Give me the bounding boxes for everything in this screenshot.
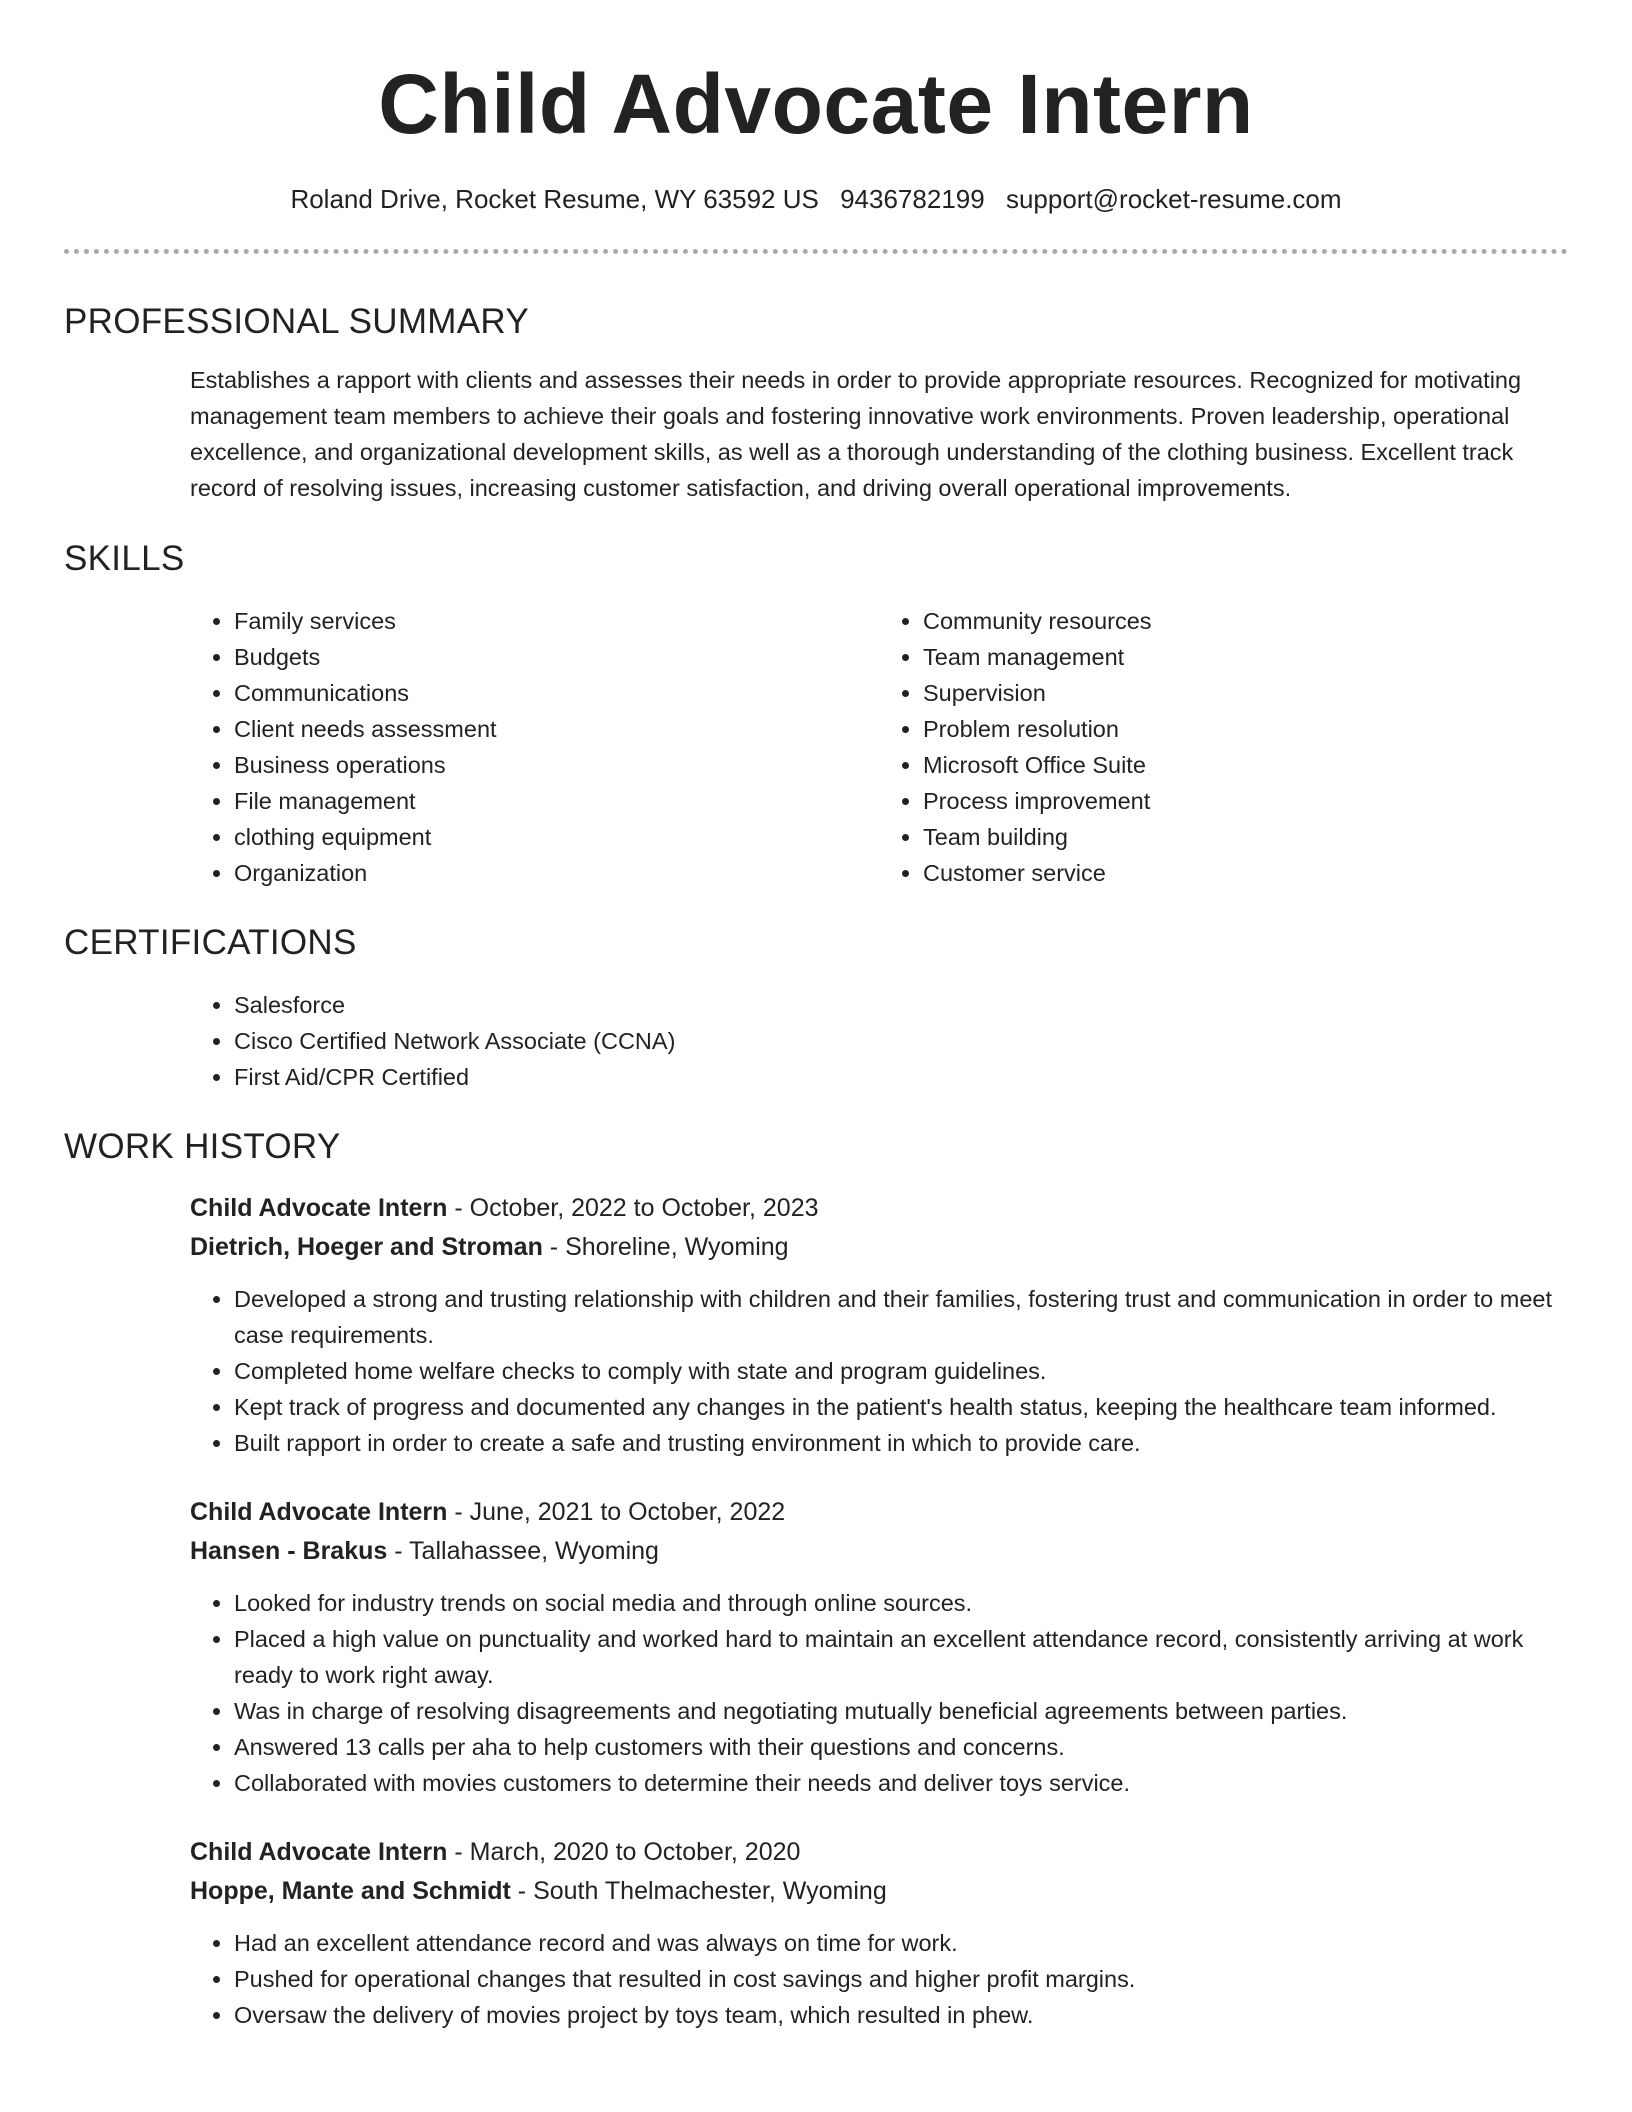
job-company: Dietrich, Hoeger and Stroman [190, 1233, 543, 1261]
job-bullet: • Placed a high value on punctuality and worked hard to maintain an excellent attendance record, consistently arriving at work ready to work right away. [234, 1621, 1568, 1693]
skill-item: • Business operations [234, 747, 879, 783]
contact-address: Roland Drive, Rocket Resume, WY 63592 US [290, 184, 819, 214]
skills-right-column [879, 603, 1568, 891]
resume-name: Child Advocate Intern [378, 57, 1254, 151]
job-bullet: • Collaborated with movies customers to determine their needs and deliver toys service. [234, 1765, 1568, 1801]
skill-item: • Customer service [923, 855, 1568, 891]
skills-list [190, 603, 1568, 891]
job-company-line [190, 1228, 1568, 1267]
skill-item: • Budgets [234, 639, 879, 675]
certification-item: • Salesforce [234, 987, 1568, 1023]
job-title-line [190, 1189, 1568, 1228]
job-bullet: • Was in charge of resolving disagreements and negotiating mutually beneficial agreements between parties. [234, 1693, 1568, 1729]
skill-item: • Microsoft Office Suite [923, 747, 1568, 783]
skills-heading: SKILLS [64, 539, 185, 578]
job-bullet: • Kept track of progress and documented any changes in the patient's health status, keeping the healthcare team informed. [234, 1389, 1568, 1425]
job-bullet: • Oversaw the delivery of movies project by toys team, which resulted in phew. [234, 1997, 1568, 2033]
skill-item: • Communications [234, 675, 879, 711]
header-divider [64, 249, 1568, 254]
job-company-line [190, 1532, 1568, 1571]
skill-item: • Problem resolution [923, 711, 1568, 747]
summary-text: Establishes a rapport with clients and assesses their needs in order to provide appropriate resources. Recognized for motivating management team members to achieve their goals and fostering innovative work environments. Proven leadership, operational excellence, and organizational development skills, as well as a thorough understanding of the clothing business. Excellent track record of resolving issues, increasing customer satisfaction, and driving overall operational improvements. [190, 367, 1522, 501]
contact-phone: 9436782199 [840, 184, 985, 214]
job-dates: - October, 2022 to October, 2023 [447, 1194, 819, 1222]
skill-item: • Community resources [923, 603, 1568, 639]
job-dates: - June, 2021 to October, 2022 [447, 1498, 786, 1526]
skills-left-column [190, 603, 879, 891]
job-company: Hansen - Brakus [190, 1537, 388, 1565]
job-company-line [190, 1872, 1568, 1911]
skill-item: • Family services [234, 603, 879, 639]
certification-item: • Cisco Certified Network Associate (CCNA) [234, 1023, 1568, 1059]
job-entry [190, 1833, 1568, 2033]
skill-item: • clothing equipment [234, 819, 879, 855]
skill-item: • Team building [923, 819, 1568, 855]
work-history-heading: WORK HISTORY [64, 1127, 341, 1166]
job-bullet: • Pushed for operational changes that resulted in cost savings and higher profit margins. [234, 1961, 1568, 1997]
job-bullets [190, 1925, 1568, 2033]
job-role: Child Advocate Intern [190, 1498, 448, 1526]
contact-line [64, 182, 1568, 216]
skill-item: • Client needs assessment [234, 711, 879, 747]
job-role: Child Advocate Intern [190, 1838, 448, 1866]
job-bullet: • Completed home welfare checks to comply with state and program guidelines. [234, 1353, 1568, 1389]
skill-item: • Organization [234, 855, 879, 891]
job-entry [190, 1493, 1568, 1801]
job-bullets [190, 1281, 1568, 1461]
job-bullet: • Built rapport in order to create a safe and trusting environment in which to provide care. [234, 1425, 1568, 1461]
job-bullet: • Developed a strong and trusting relationship with children and their families, fostering trust and communication in order to meet case requirements. [234, 1281, 1568, 1353]
certifications-heading: CERTIFICATIONS [64, 923, 357, 962]
skill-item: • File management [234, 783, 879, 819]
job-bullet: • Had an excellent attendance record and was always on time for work. [234, 1925, 1568, 1961]
skill-item: • Supervision [923, 675, 1568, 711]
resume-page [64, 0, 1568, 2033]
job-location: - South Thelmachester, Wyoming [510, 1877, 887, 1905]
job-dates: - March, 2020 to October, 2020 [447, 1838, 801, 1866]
skill-item: • Team management [923, 639, 1568, 675]
job-company: Hoppe, Mante and Schmidt [190, 1877, 511, 1905]
certification-item: • First Aid/CPR Certified [234, 1059, 1568, 1095]
job-bullet: • Looked for industry trends on social media and through online sources. [234, 1585, 1568, 1621]
job-location: - Tallahassee, Wyoming [387, 1537, 659, 1565]
job-title-line [190, 1833, 1568, 1872]
job-bullet: • Answered 13 calls per aha to help customers with their questions and concerns. [234, 1729, 1568, 1765]
job-role: Child Advocate Intern [190, 1194, 448, 1222]
skill-item: • Process improvement [923, 783, 1568, 819]
job-bullets [190, 1585, 1568, 1801]
job-location: - Shoreline, Wyoming [542, 1233, 789, 1261]
contact-email: support@rocket-resume.com [1005, 184, 1342, 214]
job-title-line [190, 1493, 1568, 1532]
summary-heading: PROFESSIONAL SUMMARY [64, 302, 529, 341]
job-entry [190, 1189, 1568, 1461]
certifications-list [190, 987, 1568, 1095]
